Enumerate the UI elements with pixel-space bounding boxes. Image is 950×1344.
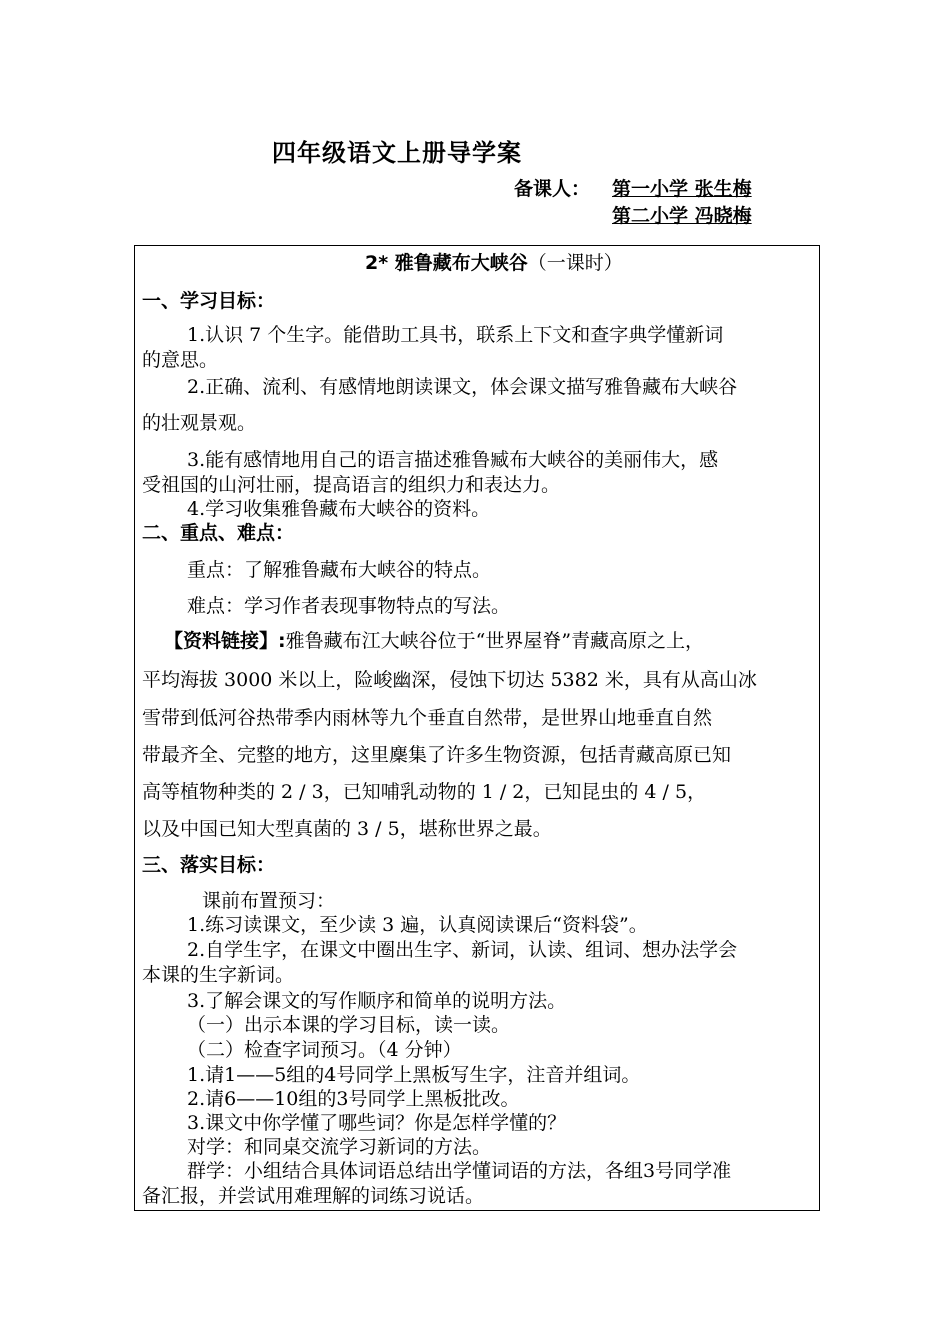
resource-paragraph-first bbox=[164, 632, 704, 651]
lesson-title bbox=[365, 254, 623, 273]
key-point: 重点：了解雅鲁藏布大峡谷的特点。 bbox=[187, 559, 492, 581]
implement-line: 3.了解会课文的写作顺序和简单的说明方法。 bbox=[187, 990, 567, 1012]
resource-line: 以及中国已知大型真菌的 3 / 5，堪称世界之最。 bbox=[142, 818, 552, 840]
section-heading-objectives: 一、学习目标： bbox=[142, 290, 276, 312]
implement-line: 2.自学生字，在课文中圈出生字、新词，认读、组词、想办法学会 bbox=[187, 939, 738, 961]
resource-line: 雅鲁藏布江大峡谷位于“世界屋脊”青藏高原之上， bbox=[285, 630, 705, 652]
resource-line: 平均海拔 3000 米以上，险峻幽深，侵蚀下切达 5382 米，具有从高山冰 bbox=[142, 669, 757, 691]
preparer-school-1: 第一小学 张生梅 bbox=[612, 178, 752, 200]
resource-line: 高等植物种类的 2 / 3，已知哺乳动物的 1 / 2，已知昆虫的 4 / 5， bbox=[142, 781, 707, 803]
resource-label: 【资料链接】: bbox=[164, 630, 286, 652]
lesson-title-suffix: （一课时） bbox=[527, 252, 623, 274]
objective-line: 4.学习收集雅鲁藏布大峡谷的资料。 bbox=[187, 498, 491, 520]
objective-line: 的壮观景观。 bbox=[142, 412, 257, 434]
objective-line: 受祖国的山河壮丽，提高语言的组织力和表达力。 bbox=[142, 474, 561, 496]
implement-line: 群学：小组结合具体词语总结出学懂词语的方法，各组3号同学准 bbox=[187, 1160, 732, 1182]
objective-line: 1.认识 7 个生字。能借助工具书，联系上下文和查字典学懂新词 bbox=[187, 324, 724, 346]
implement-line: 1.请1——5组的4号同学上黑板写生字，注音并组词。 bbox=[187, 1064, 641, 1086]
preparer-label: 备课人： bbox=[514, 178, 591, 200]
implement-line: 本课的生字新词。 bbox=[142, 964, 295, 986]
section-heading-key-points: 二、重点、难点： bbox=[142, 522, 295, 544]
implement-line: （一）出示本课的学习目标，读一读。 bbox=[187, 1014, 511, 1036]
difficult-point: 难点：学习作者表现事物特点的写法。 bbox=[187, 595, 511, 617]
objective-line: 2.正确、流利、有感情地朗读课文，体会课文描写雅鲁藏布大峡谷 bbox=[187, 376, 738, 398]
implement-line: 备汇报，并尝试用难理解的词练习说话。 bbox=[142, 1185, 485, 1207]
resource-line: 带最齐全、完整的地方，这里麇集了许多生物资源，包括青藏高原已知 bbox=[142, 744, 732, 766]
resource-line: 雪带到低河谷热带季内雨林等九个垂直自然带，是世界山地垂直自然 bbox=[142, 707, 713, 729]
objective-line: 的意思。 bbox=[142, 349, 219, 371]
implement-line: 对学：和同桌交流学习新词的方法。 bbox=[187, 1136, 492, 1158]
implement-line: 1.练习读课文，至少读 3 遍，认真阅读课后“资料袋”。 bbox=[187, 914, 648, 936]
page-title: 四年级语文上册导学案 bbox=[272, 139, 522, 167]
section-heading-implement: 三、落实目标： bbox=[142, 854, 276, 876]
implement-line: 课前布置预习： bbox=[202, 890, 336, 912]
lesson-title-main: 2* 雅鲁藏布大峡谷 bbox=[365, 252, 528, 274]
implement-line: （二）检查字词预习。（4 分钟） bbox=[187, 1039, 462, 1061]
implement-line: 2.请6——10组的3号同学上黑板批改。 bbox=[187, 1088, 520, 1110]
implement-line: 3.课文中你学懂了哪些词？你是怎样学懂的？ bbox=[187, 1112, 567, 1134]
objective-line: 3.能有感情地用自己的语言描述雅鲁臧布大峡谷的美丽伟大，感 bbox=[187, 449, 719, 471]
preparer-school-2: 第二小学 冯晓梅 bbox=[612, 205, 752, 227]
